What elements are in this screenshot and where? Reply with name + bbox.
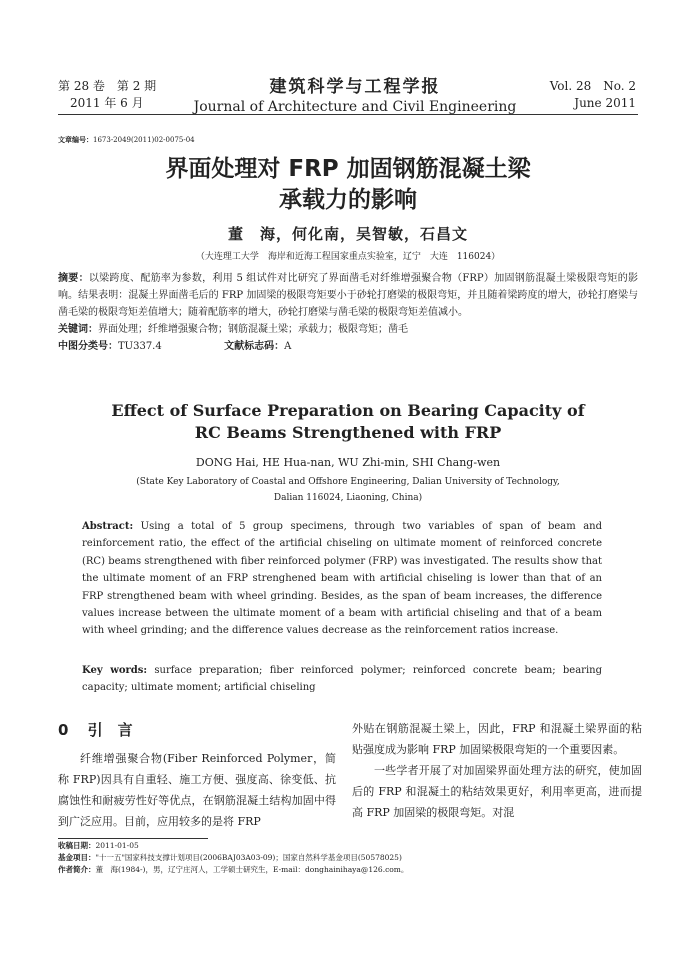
abstract-cn-label: 摘要： — [58, 273, 89, 284]
article-number-label: 文章编号： — [58, 135, 93, 144]
abstract-en-text: Using a total of 5 group specimens, through two variables of span of beam and reinforcement ratio, the effect of the artificial chiseling on ultimate moment of reinforced concrete (RC) beams strengthened with fiber reinforced polymer (FRP) was investigated. The results show that the ultimate moment of an FRP strenghened beam with artificial chiseling is lower than that of an FRP strengthened beam with wheel grinding. Besides, as the span of beam increases, the difference values increase between the ultimate moment of a beam with artificial chiseling and that of a beam with wheel grinding; and the difference values decrease as the reinforcement ratios increase. — [82, 521, 602, 637]
abstract-cn-block — [58, 270, 638, 355]
abstract-cn — [58, 270, 638, 321]
classification — [58, 338, 638, 355]
title-cn-line2: 承载力的影响 — [279, 187, 417, 213]
header-left — [58, 78, 156, 112]
keywords-cn-text: 界面处理；纤维增强聚合物；钢筋混凝土梁；承载力；极限弯矩；凿毛 — [98, 324, 408, 335]
authors-en: DONG Hai, HE Hua-nan, WU Zhi-min, SHI Chang-wen — [195, 456, 501, 469]
date-cn: 2011 年 6 月 — [70, 96, 144, 110]
title-en-line1: Effect of Surface Preparation on Bearing Capacity of — [111, 401, 585, 420]
section-number: 0 — [58, 721, 69, 739]
keywords-en-label: Key words: — [82, 665, 148, 676]
journal-header — [190, 72, 520, 115]
affiliation-cn: （大连理工大学 海岸和近海工程国家重点实验室，辽宁 大连 116024） — [195, 252, 501, 262]
fund-value: "十一五"国家科技支撑计划项目(2006BAJ03A03-09)；国家自然科学基金项目(50578025) — [95, 853, 402, 862]
affiliation-en — [58, 474, 638, 506]
abstract-en — [82, 518, 602, 640]
article-number — [58, 135, 195, 145]
article-number-value: 1673-2049(2011)02-0075-04 — [93, 136, 195, 144]
section-heading — [58, 719, 133, 740]
header-rule — [58, 114, 638, 115]
clc-label: 中图分类号： — [58, 341, 118, 352]
keywords-en — [82, 662, 602, 696]
paragraph: 一些学者开展了对加固梁界面处理方法的研究，使加固后的 FRP 和混凝土的粘结效果更好，利用率更高，进而提高 FRP 加固梁的极限弯矩。对混 — [352, 764, 642, 819]
keywords-cn — [58, 321, 638, 338]
author-bio-value: 董 海(1984-)，男，辽宁庄河人，工学硕士研究生，E-mail：donghainihaya@126.com。 — [95, 865, 409, 874]
date-en: June 2011 — [574, 96, 636, 110]
keywords-en-text: surface preparation; fiber reinforced polymer; reinforced concrete beam; bearing capacity; ultimate moment; artificial chiseling — [82, 665, 602, 693]
author-bio-label: 作者简介： — [58, 865, 96, 874]
header-right — [550, 78, 636, 112]
doc-code-value: A — [284, 341, 292, 352]
clc-value: TU337.4 — [118, 341, 162, 352]
affiliation-en-line1: (State Key Laboratory of Coastal and Offshore Engineering, Dalian University of Technology, — [136, 477, 560, 487]
volume-issue-en: Vol. 28 No. 2 — [549, 79, 636, 93]
paragraph: 外贴在钢筋混凝土梁上，因此，FRP 和混凝土梁界面的粘贴强度成为影响 FRP 加固梁极限弯矩的一个重要因素。 — [352, 722, 642, 756]
title-cn — [58, 154, 638, 216]
body-column-right — [352, 718, 642, 823]
received-value: 2011-01-05 — [95, 841, 139, 850]
footnote-rule — [58, 838, 208, 839]
title-cn-line1: 界面处理对 FRP 加固钢筋混凝土梁 — [165, 156, 531, 182]
abstract-en-label: Abstract: — [82, 521, 134, 532]
fund-project — [58, 852, 638, 864]
abstract-cn-text: 以梁跨度、配筋率为参数，利用 5 组试件对比研究了界面凿毛对纤维增强聚合物（FRP）加固钢筋混凝土梁极限弯矩的影响。结果表明：混凝土界面凿毛后的 FRP 加固梁的极限弯矩要小于砂轮打磨梁的极限弯矩，并且随着梁跨度的增大，砂轮打磨梁与凿毛梁的极限弯矩差值增大；随着配筋率的增大，砂轮打磨梁与凿毛梁的极限弯矩差值减小。 — [58, 273, 639, 318]
journal-title-cn: 建筑科学与工程学报 — [269, 77, 441, 97]
doc-code-label: 文献标志码： — [224, 341, 285, 352]
received-date — [58, 840, 638, 852]
title-en — [58, 400, 638, 444]
section-title: 引 言 — [87, 721, 133, 739]
journal-title-en: Journal of Architecture and Civil Engineering — [193, 99, 517, 115]
affiliation-en-line2: Dalian 116024, Liaoning, China) — [273, 493, 423, 503]
body-column-left — [58, 748, 336, 832]
keywords-cn-label: 关键词： — [58, 324, 98, 335]
authors-cn: 董 海，何化南，吴智敏，石昌文 — [227, 225, 468, 243]
footnotes — [58, 840, 638, 876]
author-bio — [58, 864, 638, 876]
received-label: 收稿日期： — [58, 841, 96, 850]
paragraph: 纤维增强聚合物(Fiber Reinforced Polymer，简称 FRP)因具有自重轻、施工方便、强度高、徐变低、抗腐蚀性和耐疲劳性好等优点，在钢筋混凝土结构加固中得到广泛应用。目前，应用较多的是将 FRP — [58, 752, 336, 828]
volume-issue-cn: 第 28 卷 第 2 期 — [58, 79, 157, 93]
fund-label: 基金项目： — [58, 853, 96, 862]
title-en-line2: RC Beams Strengthened with FRP — [194, 423, 502, 442]
